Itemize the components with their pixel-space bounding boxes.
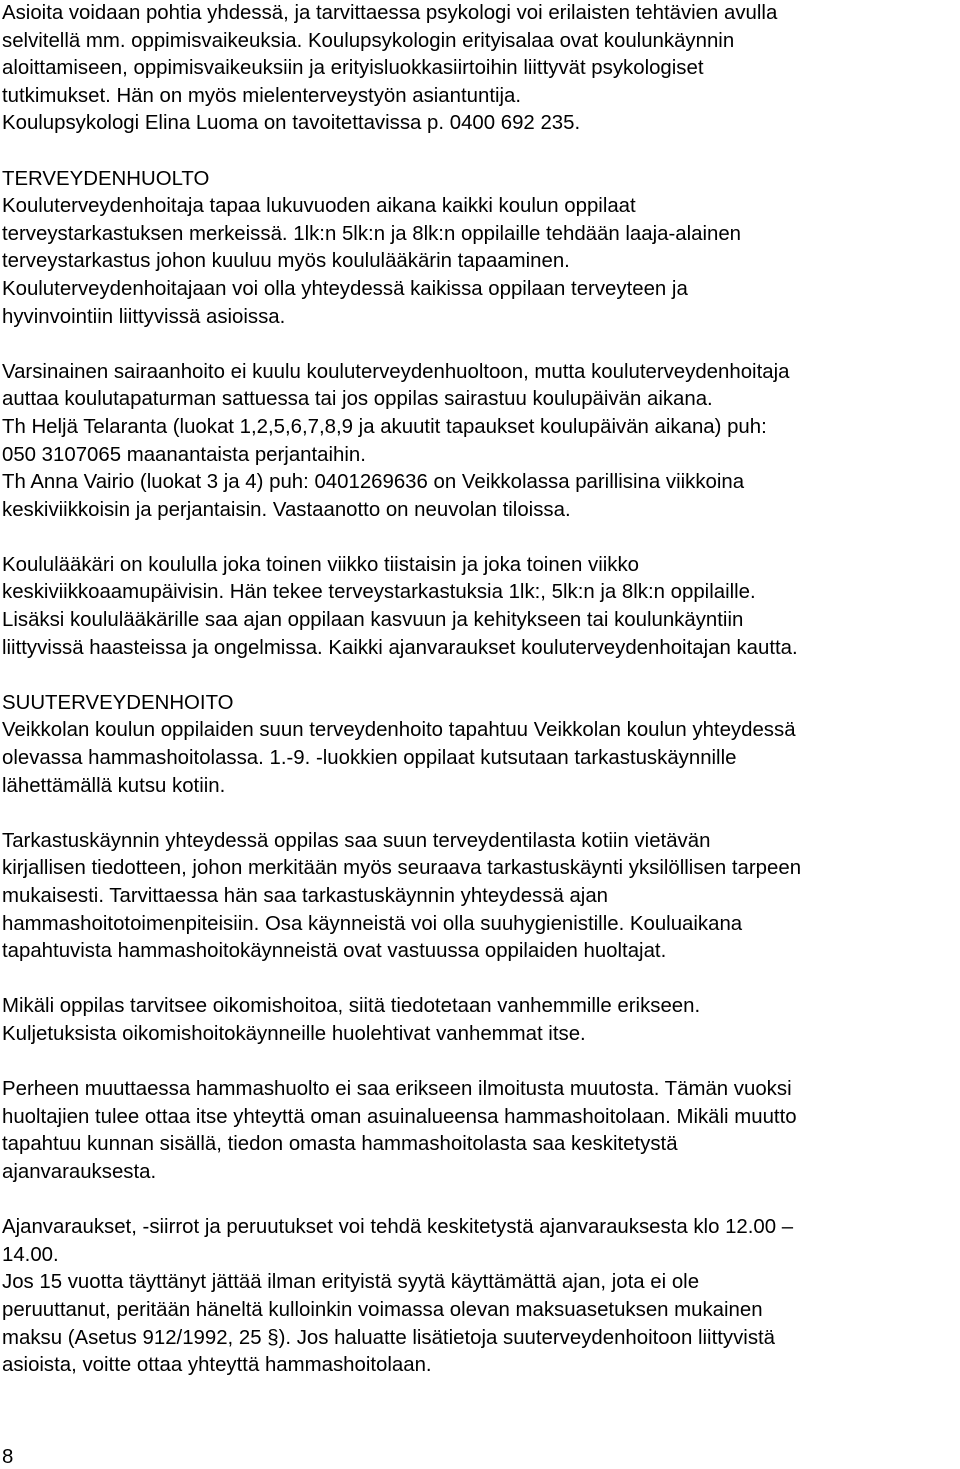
text-line: hyvinvointiin liittyvissä asioissa.	[2, 305, 286, 328]
text-line: Tarkastuskäynnin yhteydessä oppilas saa suun terveydentilasta kotiin vietävän	[2, 829, 711, 852]
text-line: SUUTERVEYDENHOITO	[2, 691, 234, 714]
paragraph	[2, 993, 958, 1048]
text-line: Veikkolan koulun oppilaiden suun terveydenhoito tapahtuu Veikkolan koulun yhteydessä	[2, 719, 796, 742]
text-line: tutkimukset. Hän on myös mielenterveystyön asiantuntija.	[2, 84, 522, 107]
text-line: terveystarkastuksen merkeissä. 1lk:n 5lk:n ja 8lk:n oppilaille tehdään laaja-alainen	[2, 222, 742, 245]
text-line: TERVEYDENHUOLTO	[2, 167, 210, 190]
page-number: 8	[2, 1446, 14, 1468]
paragraph-gap	[2, 138, 958, 166]
text-line: liittyvissä haasteissa ja ongelmissa. Kaikki ajanvaraukset kouluterveydenhoitajan kautta.	[2, 636, 798, 659]
text-line: Th Heljä Telaranta (luokat 1,2,5,6,7,8,9 ja akuutit tapaukset koulupäivän aikana) puh:	[2, 415, 767, 438]
text-line: Ajanvaraukset, -siirrot ja peruutukset voi tehdä keskitetystä ajanvarauksesta klo 12.00 –	[2, 1216, 794, 1239]
paragraph	[2, 552, 958, 662]
text-line: Koulupsykologi Elina Luoma on tavoitettavissa p. 0400 692 235.	[2, 112, 581, 135]
paragraph-gap	[2, 800, 958, 828]
text-line: tapahtuu kunnan sisällä, tiedon omasta hammashoitolasta saa keskitetystä	[2, 1133, 678, 1156]
paragraph-gap	[2, 331, 958, 359]
text-line: ajanvarauksesta.	[2, 1160, 157, 1183]
paragraph	[2, 166, 958, 332]
text-line: huoltajien tulee ottaa itse yhteyttä oman asuinalueensa hammashoitolaan. Mikäli muutto	[2, 1105, 797, 1128]
text-line: lähettämällä kutsu kotiin.	[2, 774, 226, 797]
text-line: Mikäli oppilas tarvitsee oikomishoitoa, siitä tiedotetaan vanhemmille erikseen.	[2, 995, 701, 1018]
text-line: 14.00.	[2, 1243, 59, 1266]
paragraph	[2, 0, 958, 138]
paragraph-gap	[2, 1187, 958, 1215]
paragraph-gap	[2, 966, 958, 994]
text-line: keskiviikkoaamupäivisin. Hän tekee terveystarkastuksia 1lk:, 5lk:n ja 8lk:n oppilaille.	[2, 581, 756, 604]
paragraph	[2, 1214, 958, 1380]
text-line: kirjallisen tiedotteen, johon merkitään myös seuraava tarkastuskäynti yksilöllisen tarpeen	[2, 857, 802, 880]
text-line: 050 3107065 maanantaista perjantaihin.	[2, 443, 366, 466]
paragraph-gap	[2, 662, 958, 690]
text-line: olevassa hammashoitolassa. 1.-9. -luokkien oppilaat kutsutaan tarkastuskäynnille	[2, 747, 737, 770]
document-body	[2, 0, 958, 1380]
text-line: Varsinainen sairaanhoito ei kuulu kouluterveydenhuoltoon, mutta kouluterveydenhoitaja	[2, 360, 790, 383]
paragraph	[2, 359, 958, 525]
text-line: peruuttanut, peritään häneltä kulloinkin voimassa olevan maksuasetuksen mukainen	[2, 1298, 763, 1321]
text-line: Th Anna Vairio (luokat 3 ja 4) puh: 0401269636 on Veikkolassa parillisina viikkoina	[2, 471, 745, 494]
text-line: maksu (Asetus 912/1992, 25 §). Jos haluatte lisätietoja suuterveydenhoitoon liittyvistä	[2, 1326, 776, 1349]
text-line: Kuljetuksista oikomishoitokäynneille huolehtivat vanhemmat itse.	[2, 1022, 586, 1045]
text-line: Kouluterveydenhoitajaan voi olla yhteydessä kaikissa oppilaan terveyteen ja	[2, 277, 688, 300]
text-line: Lisäksi koululääkärille saa ajan oppilaan kasvuun ja kehitykseen tai koulunkäyntiin	[2, 609, 744, 632]
text-line: Koululääkäri on koululla joka toinen viikko tiistaisin ja joka toinen viikko	[2, 553, 639, 576]
text-line: Jos 15 vuotta täyttänyt jättää ilman erityistä syytä käyttämättä ajan, jota ei ole	[2, 1271, 700, 1294]
text-line: Asioita voidaan pohtia yhdessä, ja tarvittaessa psykologi voi erilaisten tehtävien avulla	[2, 2, 778, 24]
text-line: keskiviikkoisin ja perjantaisin. Vastaanotto on neuvolan tiloissa.	[2, 498, 571, 521]
paragraph	[2, 1076, 958, 1186]
text-line: Perheen muuttaessa hammashuolto ei saa erikseen ilmoitusta muutosta. Tämän vuoksi	[2, 1078, 792, 1101]
text-line: asioista, voitte ottaa yhteyttä hammashoitolaan.	[2, 1354, 432, 1377]
paragraph	[2, 828, 958, 966]
paragraph	[2, 690, 958, 800]
text-line: auttaa koulutapaturman sattuessa tai jos oppilas sairastuu koulupäivän aikana.	[2, 388, 713, 411]
text-line: hammashoitotoimenpiteisiin. Osa käynneistä voi olla suuhygienistille. Kouluaikana	[2, 912, 743, 935]
text-line: terveystarkastus johon kuuluu myös koululääkärin tapaaminen.	[2, 250, 570, 273]
text-line: tapahtuvista hammashoitokäynneistä ovat vastuussa oppilaiden huoltajat.	[2, 940, 667, 963]
text-line: Kouluterveydenhoitaja tapaa lukuvuoden aikana kaikki koulun oppilaat	[2, 195, 636, 218]
paragraph-gap	[2, 524, 958, 552]
text-line: aloittamiseen, oppimisvaikeuksiin ja erityisluokkasiirtoihin liittyvät psykologiset	[2, 57, 704, 80]
paragraph-gap	[2, 1049, 958, 1077]
text-line: mukaisesti. Tarvittaessa hän saa tarkastuskäynnin yhteydessä ajan	[2, 885, 609, 907]
text-line: selvitellä mm. oppimisvaikeuksia. Koulupsykologin erityisalaa ovat koulunkäynnin	[2, 29, 735, 52]
